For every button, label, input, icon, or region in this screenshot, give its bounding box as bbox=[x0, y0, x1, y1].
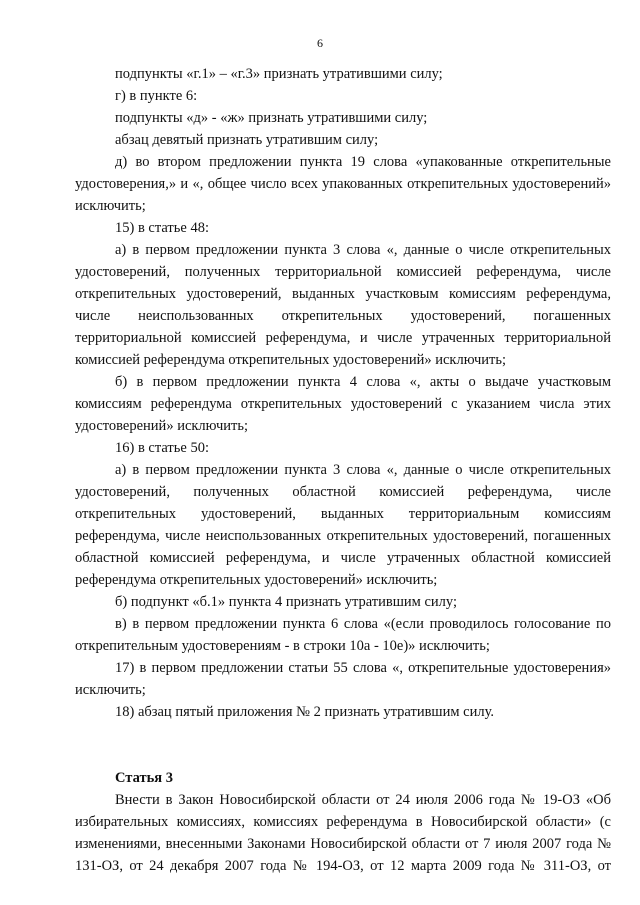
paragraph: г) в пункте 6: bbox=[115, 88, 198, 104]
paragraph: 17) в первом предложении статьи 55 слова «, открепительные удостоверения» исключить; bbox=[75, 660, 611, 698]
spacer bbox=[75, 723, 611, 745]
paragraph: 18) абзац пятый приложения № 2 признать утратившим силу. bbox=[115, 704, 495, 720]
document-body bbox=[75, 63, 611, 877]
paragraph: в) в первом предложении пункта 6 слова «(если проводилось голосование по открепительным удостоверениям - в строки 10а - 10е)» исключить; bbox=[75, 616, 611, 654]
spacer bbox=[75, 745, 611, 767]
page-number: 6 bbox=[317, 36, 323, 50]
paragraph: б) подпункт «б.1» пункта 4 признать утратившим силу; bbox=[115, 594, 457, 610]
paragraph: подпункты «г.1» – «г.3» признать утратившими силу; bbox=[115, 66, 443, 82]
paragraph: 15) в статье 48: bbox=[115, 220, 209, 236]
paragraph: а) в первом предложении пункта 3 слова «, данные о числе открепительных удостоверений, полученных областной комиссией референдума, числе открепительных удостоверений, выданных территориальным комиссиям референдума, числе неиспользованных открепительных удостоверений, погашенных областной комиссией референдума, и числе утраченных областной комиссией референдума открепительных удостоверений» исключить; bbox=[75, 462, 611, 588]
paragraph: а) в первом предложении пункта 3 слова «, данные о числе открепительных удостоверений, полученных территориальной комиссией референдума, числе открепительных удостоверений, выданных участковым комиссиям референдума, числе неиспользованных открепительных удостоверений, погашенных территориальной комиссией референдума, и числе утраченных территориальной комиссией референдума открепительных удостоверений» исключить; bbox=[75, 242, 611, 368]
paragraph: д) во втором предложении пункта 19 слова «упакованные открепительные удостоверения,» и «, общее число всех упакованных открепительных удостоверений» исключить; bbox=[75, 154, 611, 214]
paragraph: б) в первом предложении пункта 4 слова «, акты о выдаче участковым комиссиям референдума открепительных удостоверений с указанием числа этих удостоверений» исключить; bbox=[75, 374, 611, 434]
paragraph: 16) в статье 50: bbox=[115, 440, 209, 456]
article-heading: Статья 3 bbox=[115, 770, 173, 786]
paragraph: подпункты «д» - «ж» признать утратившими силу; bbox=[115, 110, 428, 126]
paragraph: абзац девятый признать утратившим силу; bbox=[115, 132, 379, 148]
article-paragraph: Внести в Закон Новосибирской области от 24 июля 2006 года № 19-ОЗ «Об избирательных комиссиях, комиссиях референдума в Новосибирской области» (с изменениями, внесенными Законами Новосибирской области от 7 июля 2007 года № 131-ОЗ, от 24 декабря 2007 года № 194-ОЗ, от 12 марта 2009 года № 311-ОЗ, от bbox=[75, 792, 611, 874]
